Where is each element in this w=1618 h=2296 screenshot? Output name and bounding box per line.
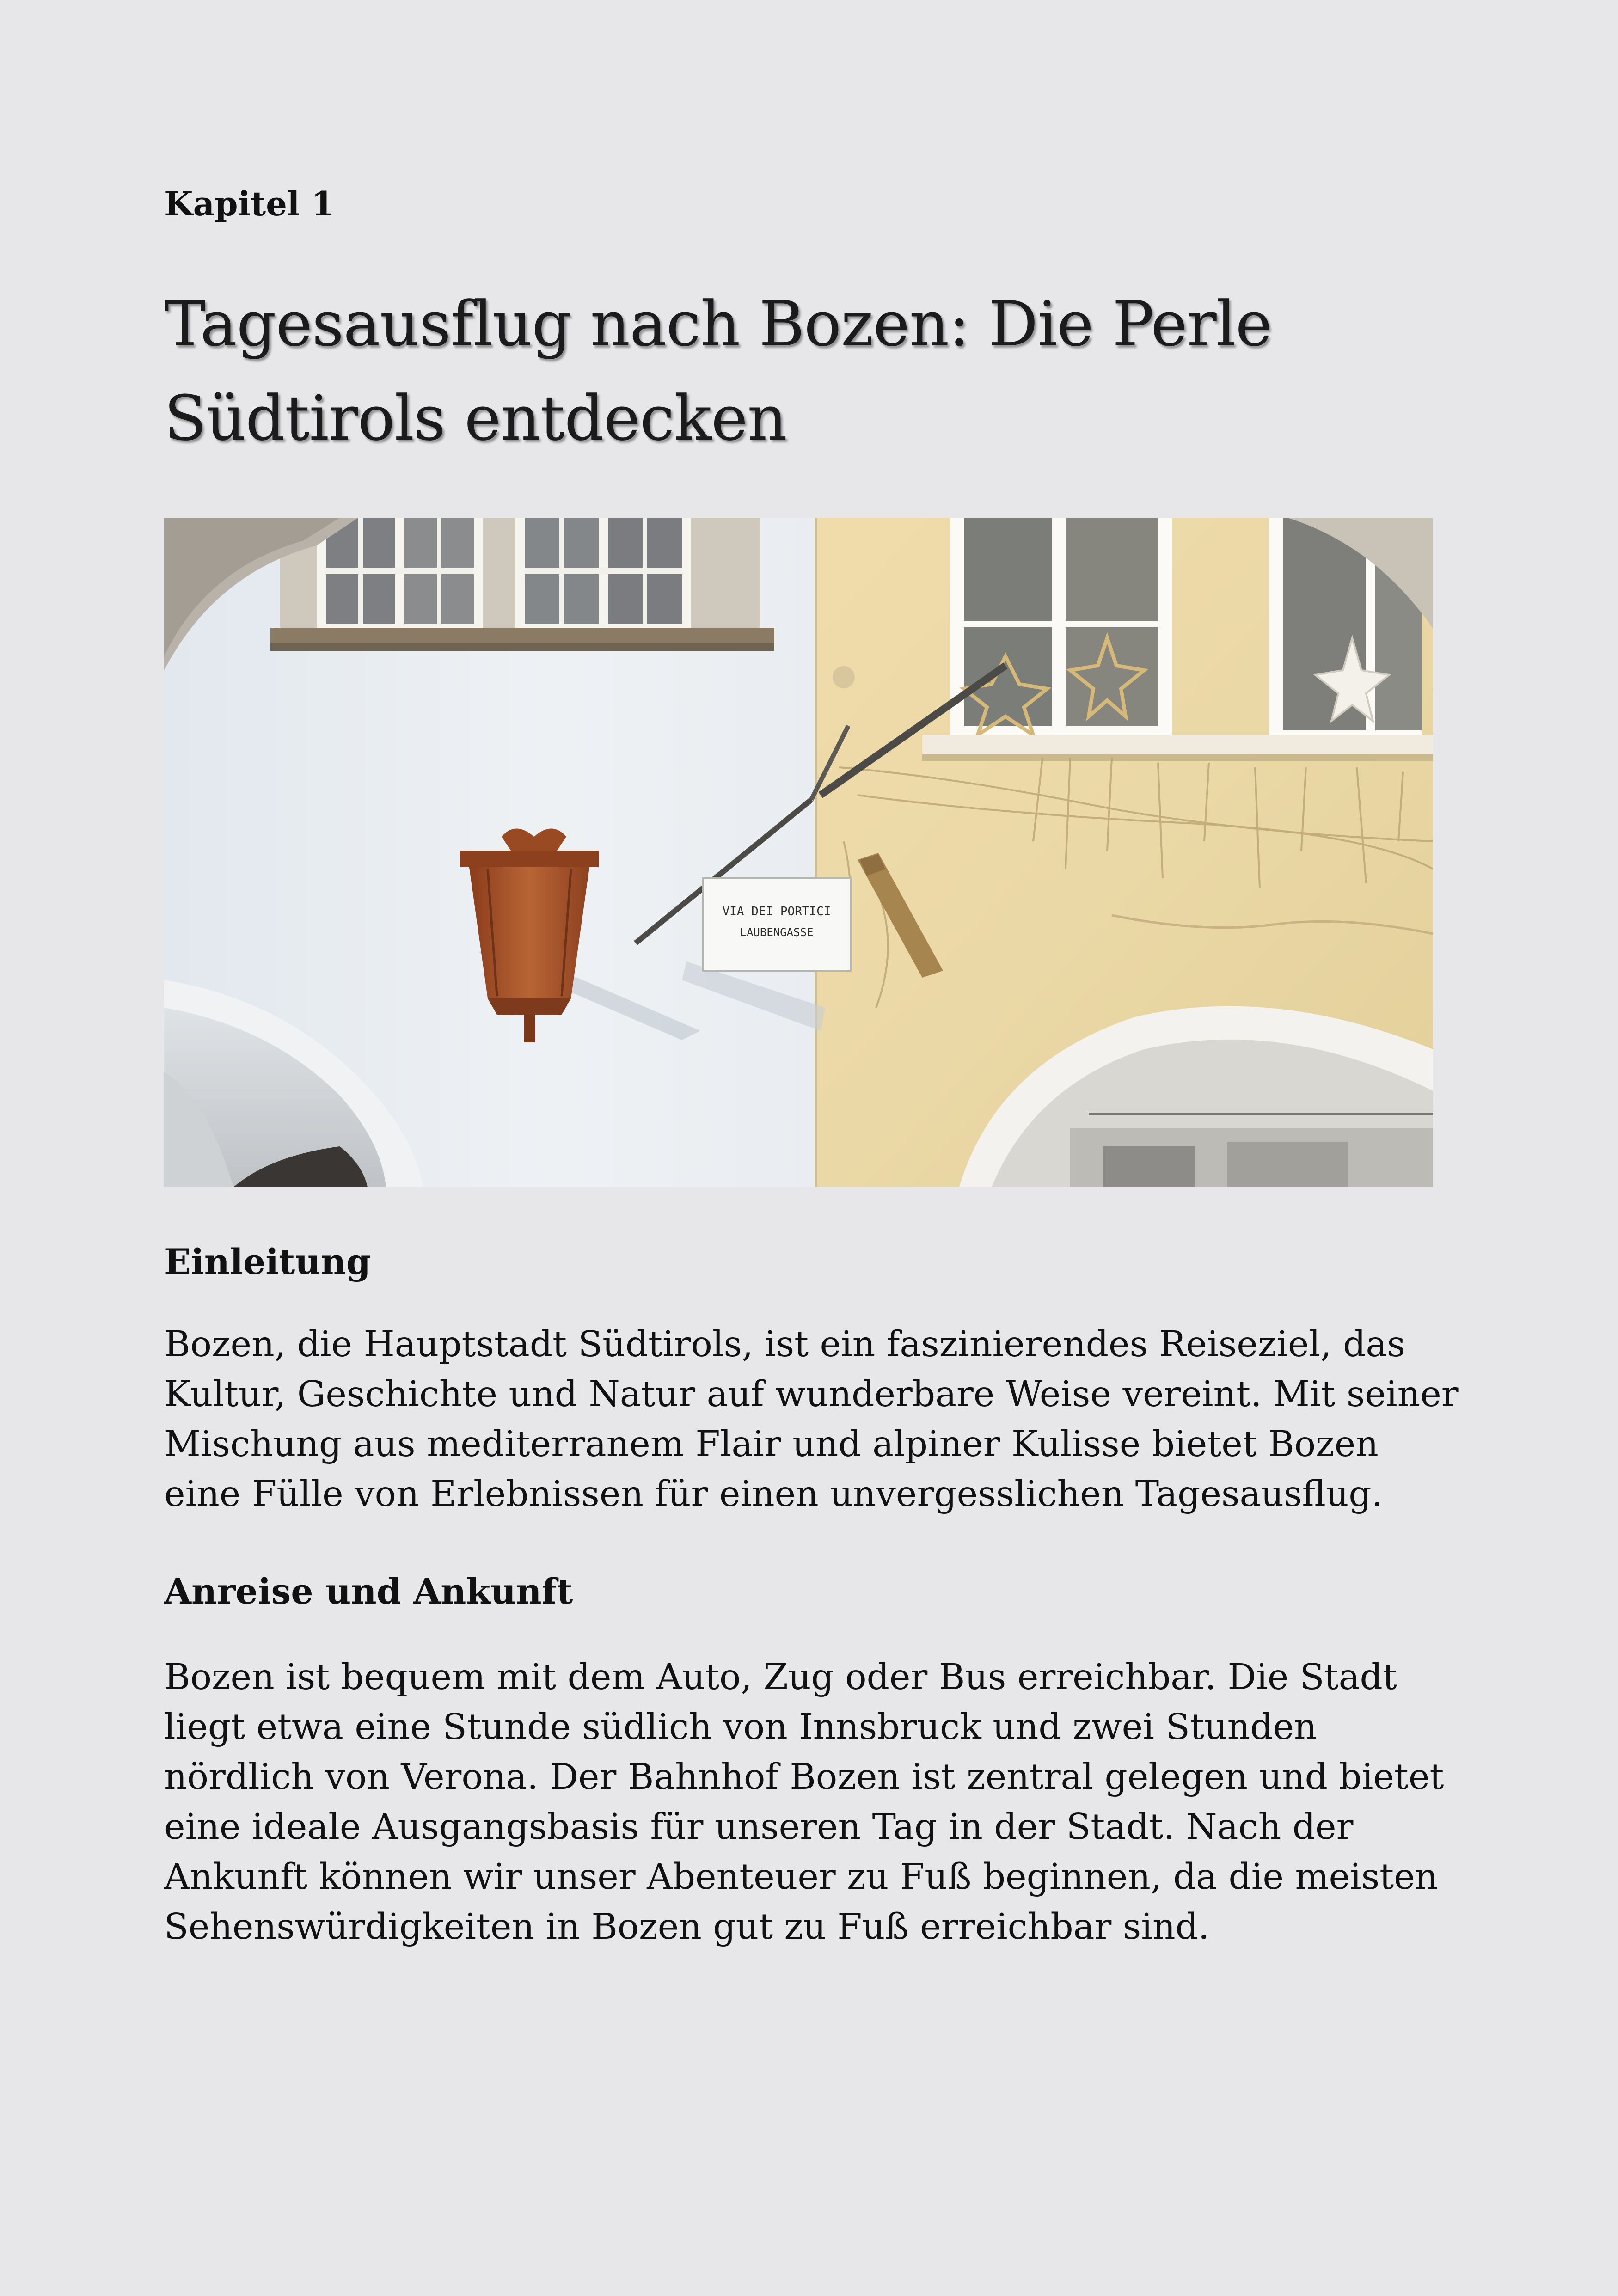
street-sign <box>703 878 851 971</box>
article-photo <box>164 518 1433 1187</box>
page-title: Tagesausflug nach Bozen: Die Perle Südtirols entdecken <box>164 288 1272 454</box>
facade-photo-illustration <box>164 518 1433 1187</box>
chapter-label: Kapitel 1 <box>164 184 335 223</box>
section-text-einleitung: Bozen, die Hauptstadt Südtirols, ist ein faszinierendes Reiseziel, das Kultur, Geschichte und Natur auf wunderbare Weise vereint. Mit seiner Mischung aus mediterranem Flair und alpiner Kulisse bietet Bozen eine Fülle von Erlebnissen für einen unvergesslichen Tagesausflug. <box>164 1324 1459 1515</box>
section-text-anreise: Bozen ist bequem mit dem Auto, Zug oder Bus erreichbar. Die Stadt liegt etwa eine Stunde südlich von Innsbruck und zwei Stunden nördlich von Verona. Der Bahnhof Bozen ist zentral gelegen und bietet eine ideale Ausgangsbasis für unseren Tag in der Stadt. Nach der Ankunft können wir unser Abenteuer zu Fuß beginnen, da die meisten Sehenswürdigkeiten in Bozen gut zu Fuß erreichbar sind. <box>164 1657 1444 1947</box>
section-heading-anreise: Anreise und Ankunft <box>164 1571 573 1612</box>
left-windows <box>270 518 774 651</box>
sign-line-2: LAUBENGASSE <box>740 926 814 939</box>
section-heading-einleitung: Einleitung <box>164 1241 371 1282</box>
sign-line-1: VIA DEI PORTICI <box>722 905 831 918</box>
